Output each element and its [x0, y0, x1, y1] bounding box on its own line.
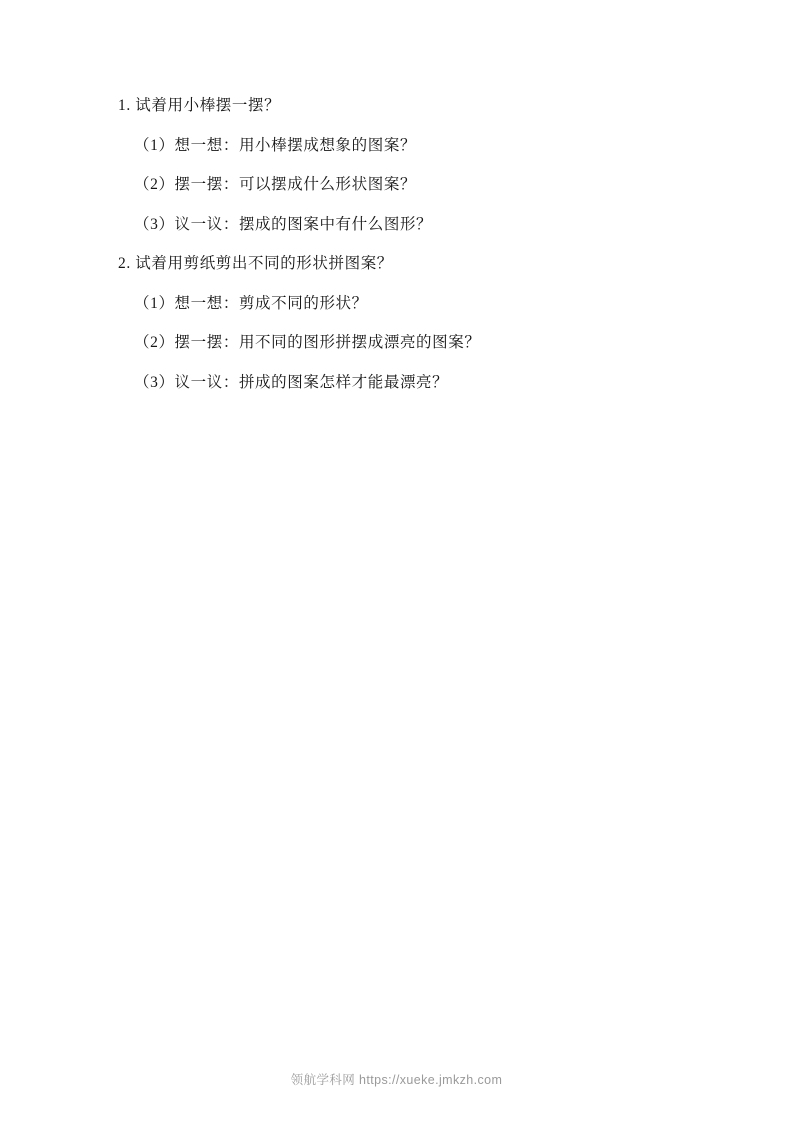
list-item: （2）摆一摆：可以摆成什么形状图案？ [134, 176, 417, 193]
list-item: （3）议一议：拼成的图案怎样才能最漂亮？ [134, 373, 449, 391]
list-item: （1）想一想：剪成不同的形状？ [134, 294, 368, 312]
question-list [118, 98, 678, 414]
list-item: 2. 试着用剪纸剪出不同的形状拼图案？ [118, 255, 393, 272]
list-item: （1）想一想：用小棒摆成想象的图案？ [134, 136, 417, 154]
list-item: （2）摆一摆：用不同的图形拼摆成漂亮的图案？ [134, 334, 481, 351]
footer-watermark: 领航学科网 https://xueke.jmkzh.com [290, 1073, 503, 1087]
list-item: （3）议一议：摆成的图案中有什么图形？ [134, 215, 433, 233]
list-item: 1. 试着用小棒摆一摆？ [118, 97, 281, 114]
